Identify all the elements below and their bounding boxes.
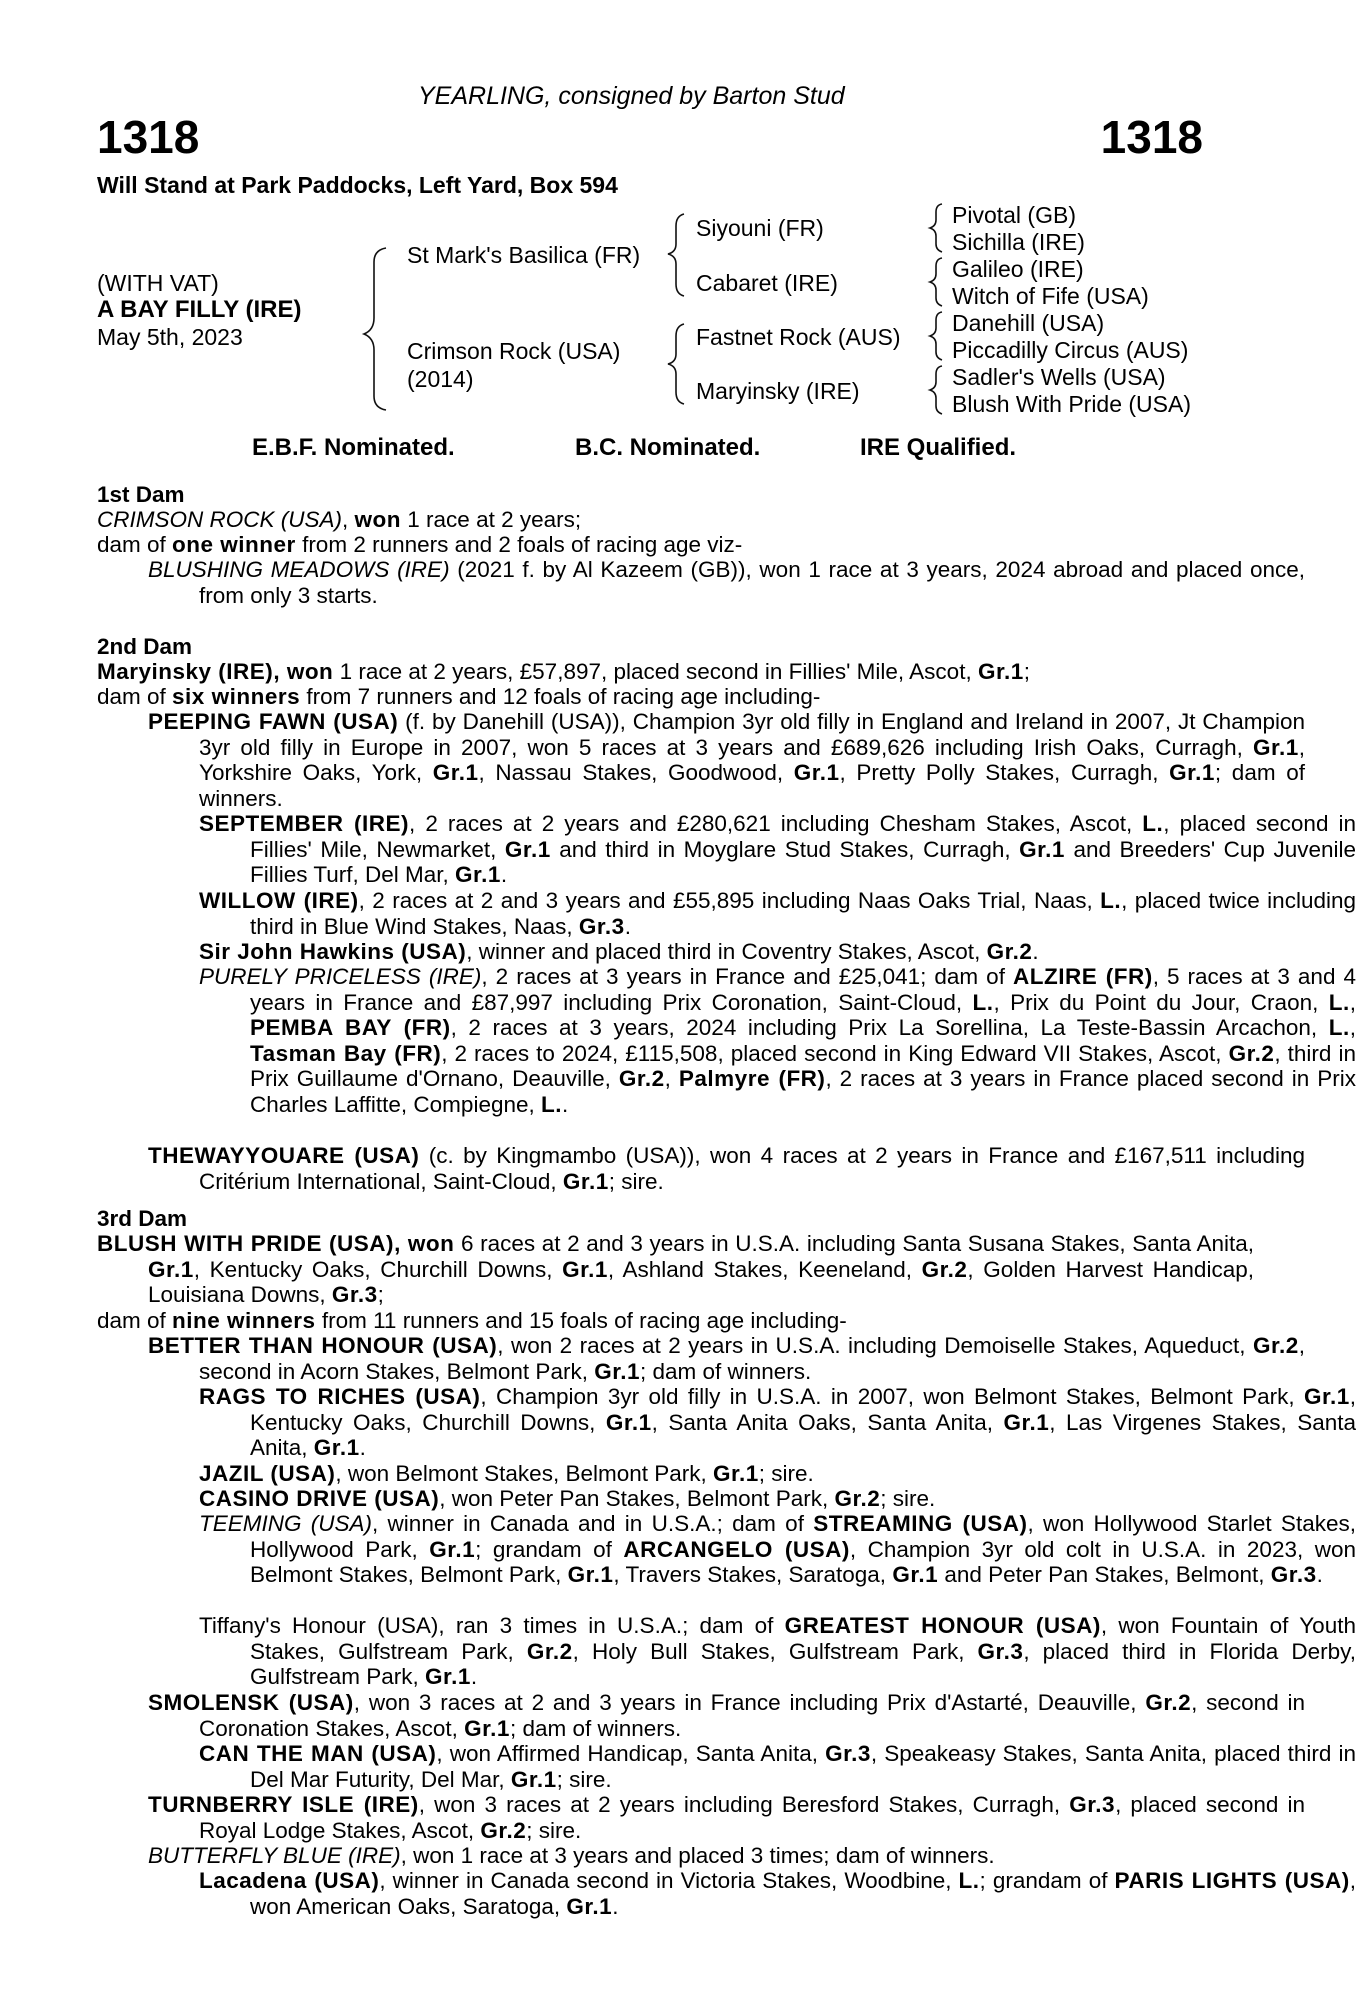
ped-dsd: Piccadilly Circus (AUS) [952, 337, 1189, 363]
progeny-lacadena: Lacadena (USA), winner in Canada second in Victoria Stakes, Woodbine, L.; grandam of PARIS LIGHTS (USA), won American Oaks, Saratoga, Gr.1. [199, 1868, 1356, 1919]
brace-dam [668, 324, 684, 404]
bc-nominated: B.C. Nominated. [575, 434, 761, 461]
second-dam-line1: Maryinsky (IRE), won 1 race at 2 years, £57,897, placed second in Fillies' Mile, Ascot, Gr.1; [97, 659, 1030, 684]
ped-sds: Galileo (IRE) [952, 256, 1084, 282]
ped-ddd: Blush With Pride (USA) [952, 391, 1192, 417]
ped-sss: Pivotal (GB) [952, 202, 1076, 228]
progeny-thewayyouare: THEWAYYOUARE (USA) (c. by Kingmambo (USA)), won 4 races at 2 years in France and £167,511 including Critérium International, Saint-Cloud, Gr.1; sire. [148, 1143, 1305, 1194]
progeny-tiffanys-honour: Tiffany's Honour (USA), ran 3 times in U.S.A.; dam of GREATEST HONOUR (USA), won Fountain of Youth Stakes, Gulfstream Park, Gr.2, Holy Bull Stakes, Gulfstream Park, Gr.3, placed third in Florida Derby, Gulfstream Park, Gr.1. [199, 1613, 1356, 1689]
ped-dam-sire: Fastnet Rock (AUS) [696, 324, 901, 350]
ped-dam-dam: Maryinsky (IRE) [696, 378, 860, 404]
ped-sire-sire: Siyouni (FR) [696, 215, 824, 241]
brace-main [364, 248, 386, 410]
first-dam-line1: CRIMSON ROCK (USA), won 1 race at 2 years; [97, 507, 582, 532]
third-dam-line1: BLUSH WITH PRIDE (USA), won 6 races at 2 and 3 years in U.S.A. including Santa Susana Stakes, Santa Anita, Gr.1, Kentucky Oaks, Churchill Downs, Gr.1, Ashland Stakes, Keeneland, Gr.2, Golden Harvest Handicap, Louisiana Downs, Gr.3; [97, 1231, 1254, 1307]
horse-name: A BAY FILLY (IRE) [97, 296, 302, 323]
ped-dam-year: (2014) [407, 366, 474, 392]
lot-number-left: 1318 [97, 111, 200, 163]
progeny-purely-priceless: PURELY PRICELESS (IRE), 2 races at 3 years in France and £25,041; dam of ALZIRE (FR), 5 races at 3 and 4 years in France and £87,997 including Prix Coronation, Saint-Cloud, L., Prix du Point du Jour, Craon, L., PEMBA BAY (FR), 2 races at 3 years, 2024 including Prix La Sorellina, La Teste-Bassin Arcachon, L., Tasman Bay (FR), 2 races to 2024, £115,508, placed second in King Edward VII Stakes, Ascot, Gr.2, third in Prix Guillaume d'Ornano, Deauville, Gr.2, Palmyre (FR), 2 races at 3 years in France placed second in Prix Charles Laffitte, Compiegne, L.. [199, 964, 1356, 1117]
progeny-rags-to-riches: RAGS TO RICHES (USA), Champion 3yr old filly in U.S.A. in 2007, won Belmont Stakes, Belmont Park, Gr.1, Kentucky Oaks, Churchill Downs, Gr.1, Santa Anita Oaks, Santa Anita, Gr.1, Las Virgenes Stakes, Santa Anita, Gr.1. [199, 1384, 1356, 1460]
third-dam-heading: 3rd Dam [97, 1206, 188, 1231]
ped-sdd: Witch of Fife (USA) [952, 283, 1149, 309]
first-dam-heading: 1st Dam [97, 482, 185, 507]
horse-dob: May 5th, 2023 [97, 324, 243, 350]
stand-location: Will Stand at Park Paddocks, Left Yard, Box 594 [97, 172, 618, 198]
ebf-nominated: E.B.F. Nominated. [252, 434, 455, 461]
progeny-teeming: TEEMING (USA), winner in Canada and in U.S.A.; dam of STREAMING (USA), won Hollywood Starlet Stakes, Hollywood Park, Gr.1; grandam of ARCANGELO (USA), Champion 3yr old colt in U.S.A. in 2023, won Belmont Stakes, Belmont Park, Gr.1, Travers Stakes, Saratoga, Gr.1 and Peter Pan Stakes, Belmont, Gr.3. [199, 1511, 1356, 1587]
progeny-better-than-honour: BETTER THAN HONOUR (USA), won 2 races at 2 years in U.S.A. including Demoiselle Stakes, Aqueduct, Gr.2, second in Acorn Stakes, Belmont Park, Gr.1; dam of winners. [148, 1333, 1305, 1384]
ped-dss: Danehill (USA) [952, 310, 1105, 336]
ped-dds: Sadler's Wells (USA) [952, 364, 1166, 390]
second-dam-heading: 2nd Dam [97, 634, 193, 659]
progeny-can-the-man: CAN THE MAN (USA), won Affirmed Handicap, Santa Anita, Gr.3, Speakeasy Stakes, Santa Anita, placed third in Del Mar Futurity, Del Mar, Gr.1; sire. [199, 1741, 1356, 1792]
progeny-september: SEPTEMBER (IRE), 2 races at 2 years and £280,621 including Chesham Stakes, Ascot, L., placed second in Fillies' Mile, Newmarket, Gr.1 and third in Moyglare Stud Stakes, Curragh, Gr.1 and Breeders' Cup Juvenile Fillies Turf, Del Mar, Gr.1. [199, 811, 1356, 887]
progeny-turnberry-isle: TURNBERRY ISLE (IRE), won 3 races at 2 years including Beresford Stakes, Curragh, Gr.3, placed second in Royal Lodge Stakes, Ascot, Gr.2; sire. [148, 1792, 1306, 1843]
progeny-butterfly-blue: BUTTERFLY BLUE (IRE), won 1 race at 3 years and placed 3 times; dam of winners. [148, 1843, 995, 1868]
progeny-willow: WILLOW (IRE), 2 races at 2 and 3 years and £55,895 including Naas Oaks Trial, Naas, L., placed twice including third in Blue Wind Stakes, Naas, Gr.3. [199, 888, 1356, 939]
ped-sire-dam: Cabaret (IRE) [696, 270, 838, 296]
progeny-casino-drive: CASINO DRIVE (USA), won Peter Pan Stakes, Belmont Park, Gr.2; sire. [199, 1486, 936, 1511]
ped-ssd: Sichilla (IRE) [952, 229, 1085, 255]
lot-number-right: 1318 [1100, 111, 1203, 163]
second-dam-line2: dam of six winners from 7 runners and 12 foals of racing age including- [97, 684, 821, 709]
first-dam-line2: dam of one winner from 2 runners and 2 foals of racing age viz- [97, 532, 743, 557]
third-dam-line2: dam of nine winners from 11 runners and 15 foals of racing age including- [97, 1308, 847, 1333]
progeny-peeping-fawn: PEEPING FAWN (USA) (f. by Danehill (USA)), Champion 3yr old filly in England and Ireland in 2007, Jt Champion 3yr old filly in Europe in 2007, won 5 races at 3 years and £689,626 including Irish Oaks, Curragh, Gr.1, Yorkshire Oaks, York, Gr.1, Nassau Stakes, Goodwood, Gr.1, Pretty Polly Stakes, Curragh, Gr.1; dam of winners. [148, 709, 1305, 811]
consignment-line: YEARLING, consigned by Barton Stud [418, 82, 845, 110]
first-dam-progeny: BLUSHING MEADOWS (IRE) (2021 f. by Al Kazeem (GB)), won 1 race at 3 years, 2024 abroad and placed once, from only 3 starts. [148, 557, 1305, 608]
ped-sire: St Mark's Basilica (FR) [407, 242, 641, 268]
brace-sire [668, 214, 684, 296]
progeny-jazil: JAZIL (USA), won Belmont Stakes, Belmont Park, Gr.1; sire. [199, 1461, 814, 1486]
ped-dam: Crimson Rock (USA) [407, 338, 621, 364]
vat-note: (WITH VAT) [97, 270, 219, 296]
progeny-sir-john-hawkins: Sir John Hawkins (USA), winner and placed third in Coventry Stakes, Ascot, Gr.2. [199, 939, 1039, 964]
progeny-smolensk: SMOLENSK (USA), won 3 races at 2 and 3 years in France including Prix d'Astarté, Deauville, Gr.2, second in Coronation Stakes, Ascot, Gr.1; dam of winners. [148, 1690, 1306, 1741]
ire-qualified: IRE Qualified. [860, 434, 1017, 461]
